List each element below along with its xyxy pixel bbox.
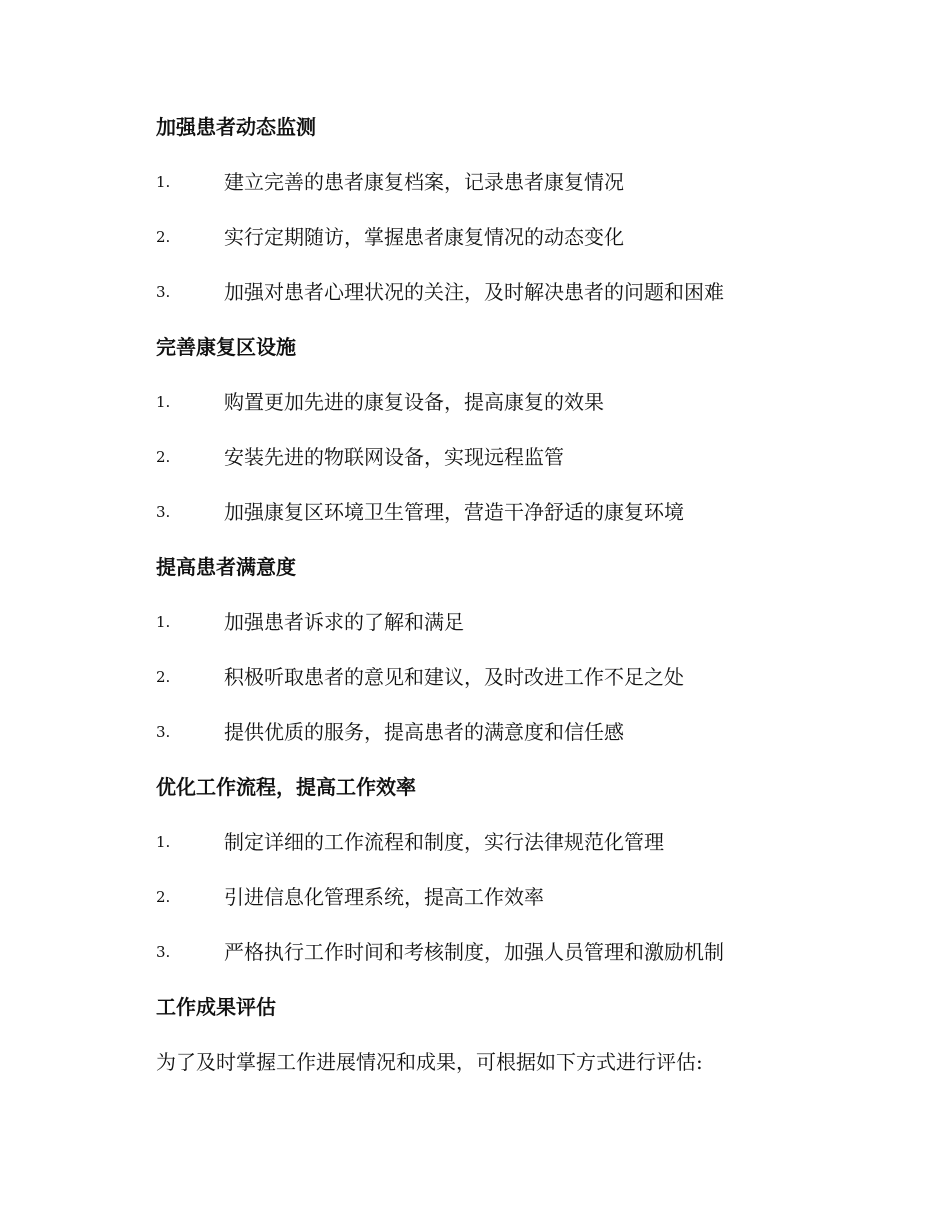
list-item-text: 安装先进的物联网设备，实现远程监管: [224, 445, 564, 469]
list-item-number: 2.: [156, 888, 171, 906]
section-heading-patient-satisfaction: 提高患者满意度: [156, 555, 296, 579]
section-heading-rehab-facilities: 完善康复区设施: [156, 335, 296, 359]
list-item-text: 购置更加先进的康复设备，提高康复的效果: [224, 390, 604, 414]
list-item-number: 3.: [156, 283, 171, 301]
list-item: [156, 876, 856, 931]
evaluation-paragraph: 为了及时掌握工作进展情况和成果，可根据如下方式进行评估:: [156, 1050, 703, 1074]
list-item: [156, 656, 856, 711]
list-item: [156, 491, 856, 546]
list-item-text: 加强对患者心理状况的关注，及时解决患者的问题和困难: [224, 280, 724, 304]
list-item: [156, 711, 856, 766]
list-item-number: 1.: [156, 833, 171, 851]
list-item-number: 1.: [156, 173, 171, 191]
list-item: [156, 271, 856, 326]
section-heading-results-evaluation: 工作成果评估: [156, 995, 276, 1019]
list-item-text: 加强康复区环境卫生管理，营造干净舒适的康复环境: [224, 500, 684, 524]
document-body: [156, 106, 856, 1096]
list-item-number: 1.: [156, 393, 171, 411]
list-item-number: 2.: [156, 448, 171, 466]
list-item-text: 提供优质的服务，提高患者的满意度和信任感: [224, 720, 624, 744]
list-item-text: 建立完善的患者康复档案，记录患者康复情况: [224, 170, 624, 194]
list-item-number: 1.: [156, 613, 171, 631]
list-item-text: 实行定期随访，掌握患者康复情况的动态变化: [224, 225, 624, 249]
list-item-number: 3.: [156, 503, 171, 521]
list-item-text: 严格执行工作时间和考核制度，加强人员管理和激励机制: [224, 940, 724, 964]
list-item: [156, 161, 856, 216]
list-item-number: 3.: [156, 943, 171, 961]
list-item-text: 引进信息化管理系统，提高工作效率: [224, 885, 544, 909]
list-item-number: 2.: [156, 668, 171, 686]
list-item: [156, 436, 856, 491]
list-item-text: 积极听取患者的意见和建议，及时改进工作不足之处: [224, 665, 684, 689]
list-item: [156, 821, 856, 876]
section-heading-workflow-optimization: 优化工作流程，提高工作效率: [156, 775, 416, 799]
list-item: [156, 381, 856, 436]
list-item: [156, 601, 856, 656]
list-item: [156, 931, 856, 986]
list-item-number: 2.: [156, 228, 171, 246]
list-item: [156, 216, 856, 271]
list-item-text: 制定详细的工作流程和制度，实行法律规范化管理: [224, 830, 664, 854]
section-heading-patient-monitoring: 加强患者动态监测: [156, 115, 316, 139]
list-item-number: 3.: [156, 723, 171, 741]
list-item-text: 加强患者诉求的了解和满足: [224, 610, 464, 634]
